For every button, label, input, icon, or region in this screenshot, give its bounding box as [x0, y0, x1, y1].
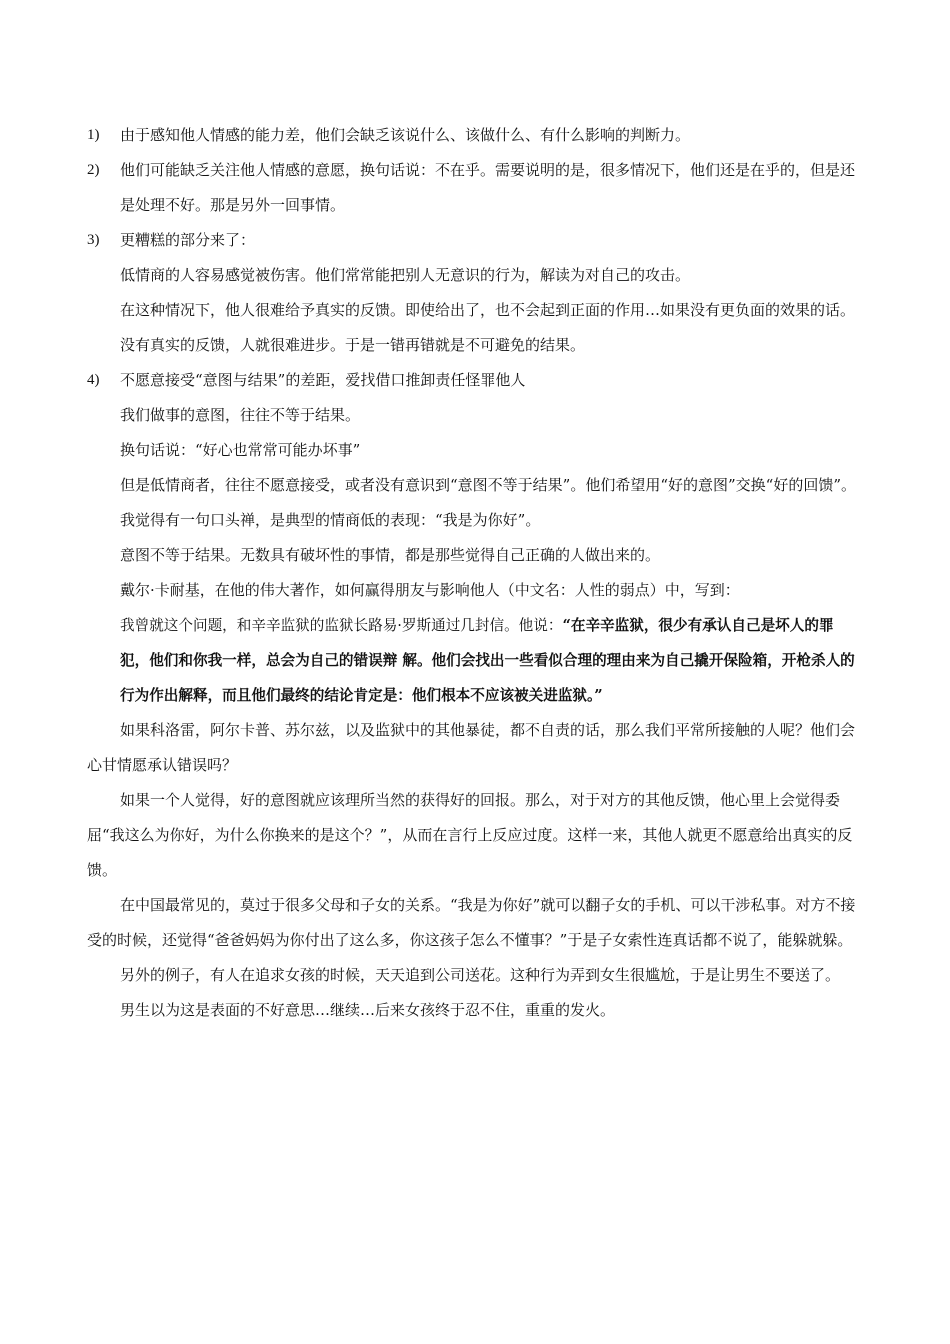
list-text: 由于感知他人情感的能力差，他们会缺乏该说什么、该做什么、有什么影响的判断力。: [120, 126, 691, 144]
paragraph: 如果科洛雷，阿尔卡普、苏尔兹，以及监狱中的其他暴徒，都不自责的话，那么我们平常所接触的人呢？他们会心甘情愿承认错误吗？: [87, 721, 856, 774]
paragraph: 换句话说：“好心也常常可能办坏事”: [120, 441, 361, 459]
block-quote: [87, 608, 861, 713]
paragraph: 低情商的人容易感觉被伤害。他们常常能把别人无意识的行为，解读为对自己的攻击。: [120, 266, 691, 284]
list-number: 1): [87, 127, 100, 143]
quote-intro: 我曾就这个问题，和辛辛监狱的监狱长路易·罗斯通过几封信。他说：: [120, 617, 563, 634]
paragraph: 我们做事的意图，往往不等于结果。: [120, 406, 361, 424]
list-text: 他们可能缺乏关注他人情感的意愿，换句话说：不在乎。需要说明的是，很多情况下，他们还是在乎的，但是还是处理不好。那是另外一回事情。: [120, 161, 856, 214]
paragraph: 在这种情况下，他人很难给予真实的反馈。即使给出了，也不会起到正面的作用…如果没有更负面的效果的话。: [120, 301, 856, 319]
list-text: 不愿意接受“意图与结果”的差距，爱找借口推卸责任怪罪他人: [120, 371, 526, 389]
list-text: 更糟糕的部分来了：: [120, 231, 256, 249]
list-item-1: [87, 118, 861, 153]
list-item-2: [87, 153, 861, 223]
list-number: 3): [87, 232, 100, 248]
document-body: [87, 118, 861, 1028]
list-number: 2): [87, 162, 100, 178]
paragraph: 男生以为这是表面的不好意思…继续…后来女孩终于忍不住，重重的发火。: [120, 1001, 616, 1019]
paragraph: 如果一个人觉得，好的意图就应该理所当然的获得好的回报。那么，对于对方的其他反馈，他心里上会觉得委屈“我这么为你好，为什么你换来的是这个？”，从而在言行上反应过度。这样一来，其他人就更不愿意给出真实的反馈。: [87, 791, 853, 879]
quote-text: “在辛辛监狱，很少有承认自己是坏人的罪犯，他们和你我一样，总会为自己的错误辩 解。他们会找出一些看似合理的理由来为自己撬开保险箱，开枪杀人的行为作出解释，而且他们最终的结论肯定是：他们根本不应该被关进监狱。”: [120, 617, 855, 704]
paragraph: 没有真实的反馈，人就很难进步。于是一错再错就是不可避免的结果。: [120, 336, 586, 354]
list-item-4: [87, 363, 861, 398]
list-item-3: [87, 223, 861, 258]
list-number: 4): [87, 372, 100, 388]
paragraph: 但是低情商者，往往不愿意接受，或者没有意识到“意图不等于结果”。他们希望用“好的意图”交换“好的回馈”。: [120, 476, 857, 494]
paragraph: 在中国最常见的，莫过于很多父母和子女的关系。“我是为你好”就可以翻子女的手机、可以干涉私事。对方不接受的时候，还觉得“爸爸妈妈为你付出了这么多，你这孩子怎么不懂事？”于是子女索性连真话都不说了，能躲就躲。: [87, 896, 856, 949]
paragraph: 我觉得有一句口头禅，是典型的情商低的表现：“我是为你好”。: [120, 511, 541, 529]
paragraph: 意图不等于结果。无数具有破坏性的事情，都是那些觉得自己正确的人做出来的。: [120, 546, 661, 564]
paragraph: 另外的例子，有人在追求女孩的时候，天天追到公司送花。这种行为弄到女生很尴尬，于是让男生不要送了。: [120, 966, 841, 984]
paragraph: 戴尔·卡耐基，在他的伟大著作，如何赢得朋友与影响他人（中文名：人性的弱点）中，写到：: [120, 581, 740, 599]
